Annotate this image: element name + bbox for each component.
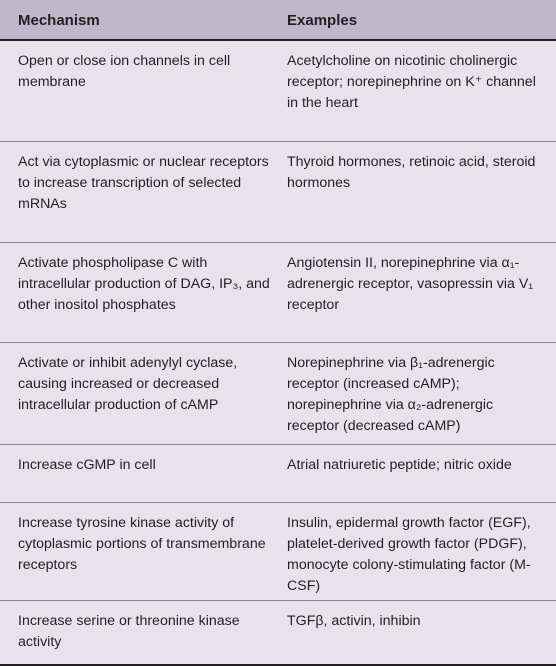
- table-row: [0, 41, 556, 142]
- examples-cell: Thyroid hormones, retinoic acid, steroid hormones: [287, 154, 536, 191]
- mechanism-cell: Increase serine or threonine kinase activity: [18, 613, 240, 650]
- table-header-row: [0, 0, 556, 41]
- table-row: [0, 343, 556, 445]
- mechanism-cell: Activate or inhibit adenylyl cyclase, causing increased or decreased intracellular production of cAMP: [18, 355, 238, 413]
- mechanism-cell: Increase cGMP in cell: [18, 457, 156, 473]
- examples-cell: Insulin, epidermal growth factor (EGF), platelet-derived growth factor (PDGF), monocyte colony-stimulating factor (M-CSF): [287, 515, 531, 594]
- header-examples: Examples: [287, 12, 358, 29]
- table-row: [0, 142, 556, 243]
- examples-cell: Atrial natriuretic peptide; nitric oxide: [287, 457, 512, 473]
- mechanism-cell: Increase tyrosine kinase activity of cytoplasmic portions of transmembrane receptors: [18, 515, 266, 573]
- examples-cell: Angiotensin II, norepinephrine via α₁-adrenergic receptor, vasopressin via V₁ receptor: [287, 255, 534, 313]
- mechanism-cell: Open or close ion channels in cell membrane: [18, 53, 231, 90]
- examples-cell: TGFβ, activin, inhibin: [287, 613, 421, 629]
- table-row: [0, 243, 556, 343]
- mechanism-cell: Activate phospholipase C with intracellular production of DAG, IP₃, and other inositol phosphates: [18, 255, 270, 313]
- table-row: [0, 445, 556, 503]
- header-mechanism: Mechanism: [18, 12, 100, 29]
- examples-cell: Acetylcholine on nicotinic cholinergic receptor; norepinephrine on K⁺ channel in the heart: [287, 53, 536, 111]
- table-row: [0, 601, 556, 664]
- examples-cell: Norepinephrine via β₁-adrenergic receptor (increased cAMP); norepinephrine via α₂-adrenergic receptor (decreased cAMP): [287, 355, 495, 434]
- mechanism-cell: Act via cytoplasmic or nuclear receptors to increase transcription of selected mRNAs: [18, 154, 269, 212]
- table-row: [0, 503, 556, 601]
